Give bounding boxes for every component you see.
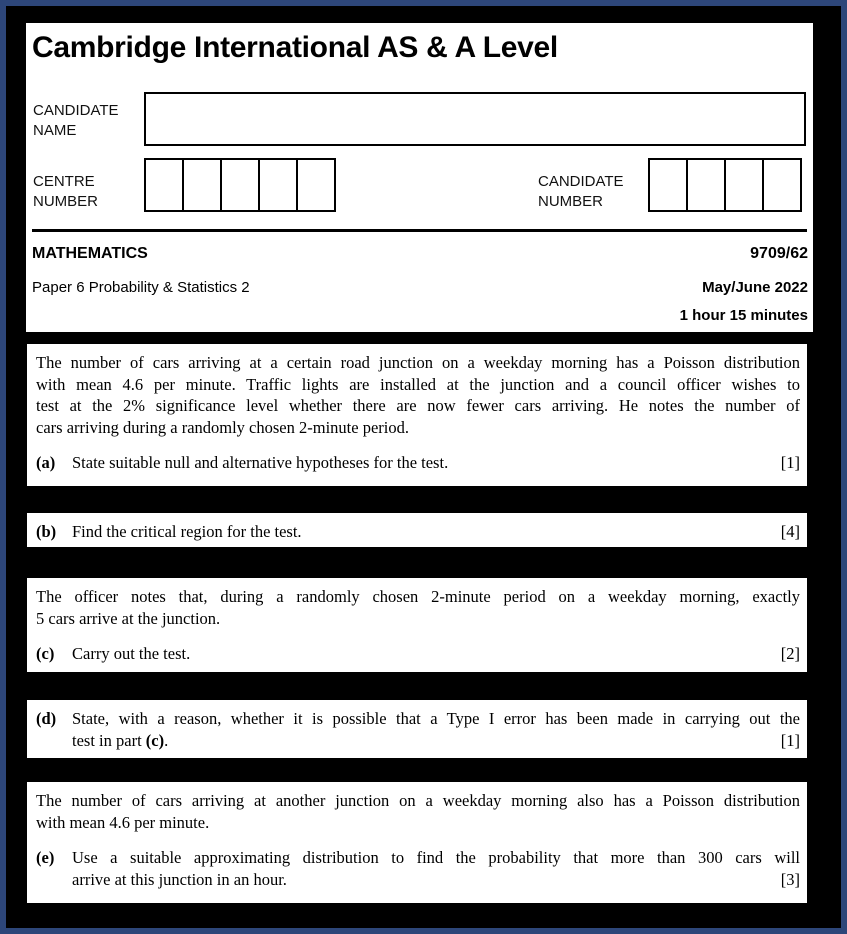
text-line: cars arriving during a randomly chosen 2-minute period.: [36, 417, 409, 437]
marks-badge: [1]: [775, 730, 800, 752]
part-label: (a): [36, 453, 56, 472]
text-line: test at the 2% significance level whether there are now fewer cars arriving. He notes the number of: [36, 396, 800, 415]
question-part: [36, 847, 800, 890]
number-cell[interactable]: [296, 158, 336, 212]
subject-name: MATHEMATICS: [32, 245, 148, 262]
part-text: [72, 643, 800, 665]
text-line: Find the critical region for the test.: [72, 522, 302, 541]
question-part: [36, 643, 800, 665]
number-cell[interactable]: [220, 158, 260, 212]
text-line: The number of cars arriving at a certain road junction on a weekday morning has a Poisson distribution: [36, 353, 800, 372]
question-paragraph: [36, 586, 800, 629]
question-parts: [36, 643, 800, 665]
question-block: [27, 578, 807, 672]
marks-badge: [2]: [775, 643, 800, 665]
text-line: 5 cars arrive at the junction.: [36, 608, 221, 628]
text-line: test in part (c).: [72, 730, 169, 750]
text-line: State suitable null and alternative hypotheses for the test.: [72, 453, 449, 472]
part-text: [72, 847, 800, 890]
candidate-name-field[interactable]: [144, 92, 806, 146]
question-parts: [36, 708, 800, 751]
marks-badge: [1]: [775, 452, 800, 474]
part-text: [72, 708, 800, 751]
number-cell[interactable]: [648, 158, 688, 212]
candidate-number-cells: [648, 158, 802, 212]
centre-number-label: CENTRE NUMBER: [33, 173, 99, 210]
exam-session: May/June 2022: [702, 279, 808, 296]
part-text: [72, 521, 800, 543]
text-line: with mean 4.6 per minute. Traffic lights are installed at the junction and a council officer wishes to: [36, 374, 800, 394]
part-label: (b): [36, 522, 57, 541]
text-line: The officer notes that, during a randomly chosen 2-minute period on a weekday morning, exactly: [36, 587, 800, 606]
exam-board-title: Cambridge International AS & A Level: [32, 31, 558, 64]
question-block: [27, 513, 807, 547]
subject-row: [32, 245, 808, 263]
question-block: [27, 782, 807, 903]
candidate-number-label: CANDIDATE NUMBER: [538, 173, 624, 210]
text-line: arrive at this junction in an hour.: [72, 869, 287, 889]
paper-row: [32, 279, 808, 296]
question-part: [36, 521, 800, 543]
question-block: [27, 344, 807, 486]
centre-number-cells: [144, 158, 336, 212]
exam-header: [26, 23, 813, 332]
marks-badge: [3]: [775, 869, 800, 891]
text-line: with mean 4.6 per minute.: [36, 812, 210, 832]
text-line: State, with a reason, whether it is possible that a Type I error has been made in carrying out the: [72, 709, 800, 728]
question-parts: [36, 521, 800, 543]
number-cell[interactable]: [762, 158, 802, 212]
marks-badge: [4]: [775, 521, 800, 543]
question-part: [36, 452, 800, 474]
question-paragraph: [36, 352, 800, 438]
exam-duration: 1 hour 15 minutes: [679, 307, 808, 324]
part-label: (e): [36, 848, 55, 867]
question-part: [36, 708, 800, 751]
text-line: Carry out the test.: [72, 644, 191, 663]
question-block: [27, 700, 807, 758]
number-cell[interactable]: [182, 158, 222, 212]
question-paragraph: [36, 790, 800, 833]
header-divider: [32, 229, 807, 232]
duration-row: [32, 307, 808, 324]
part-text: [72, 452, 800, 474]
candidate-name-label: CANDIDATE NAME: [33, 102, 119, 139]
number-cell[interactable]: [258, 158, 298, 212]
number-cell[interactable]: [724, 158, 764, 212]
paper-code: 9709/62: [750, 245, 808, 262]
question-parts: [36, 847, 800, 890]
number-cell[interactable]: [686, 158, 726, 212]
text-line: Use a suitable approximating distribution to find the probability that more than 300 cars will: [72, 848, 800, 867]
part-label: (d): [36, 709, 57, 728]
question-parts: [36, 452, 800, 474]
number-cell[interactable]: [144, 158, 184, 212]
paper-title: Paper 6 Probability & Statistics 2: [32, 279, 250, 296]
part-label: (c): [36, 644, 55, 663]
text-line: The number of cars arriving at another junction on a weekday morning also has a Poisson distribution: [36, 791, 800, 810]
